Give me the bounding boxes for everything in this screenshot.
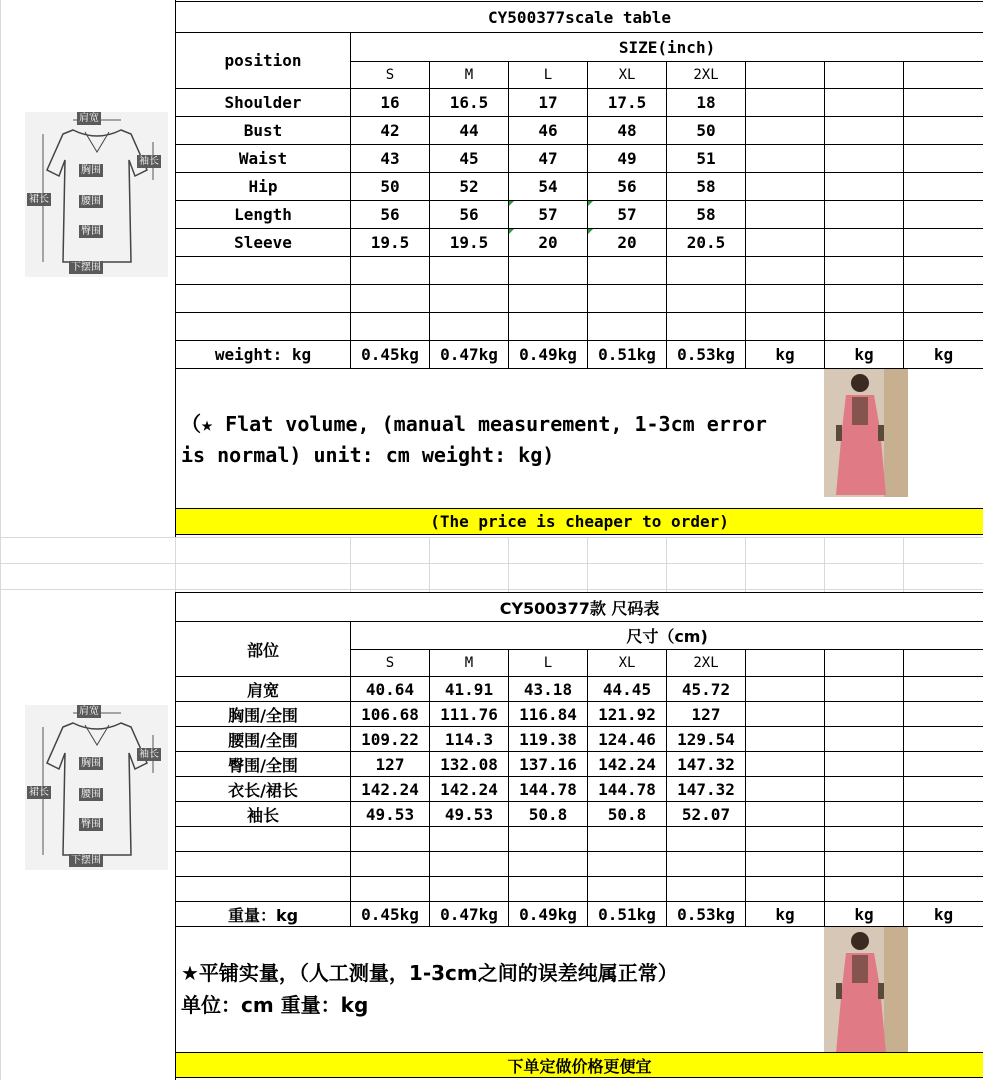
weight-cell: kg bbox=[746, 341, 825, 369]
table-cell: 144.78 bbox=[588, 777, 667, 802]
weight-cell: 0.53kg bbox=[667, 902, 746, 927]
weight-cell: kg bbox=[904, 341, 983, 369]
measurement-note bbox=[181, 957, 821, 1021]
order-banner: 下单定做价格更便宜 bbox=[176, 1053, 983, 1078]
table-cell: 56 bbox=[351, 201, 430, 229]
row-label: Waist bbox=[176, 145, 351, 173]
table-cell: 49.53 bbox=[430, 802, 509, 827]
diagram-label-waist: 腰围 bbox=[81, 196, 101, 207]
empty-row bbox=[176, 313, 983, 341]
table-cell: 44 bbox=[430, 117, 509, 145]
table-row bbox=[176, 677, 983, 702]
table-cell: 46 bbox=[509, 117, 588, 145]
table-cell: 124.46 bbox=[588, 727, 667, 752]
dress-photo bbox=[824, 927, 908, 1053]
garment-diagram-en bbox=[25, 112, 168, 277]
weight-cell: 0.49kg bbox=[509, 341, 588, 369]
row-label: 胸围/全围 bbox=[176, 702, 351, 727]
measurement-note: （★ Flat volume, (manual measurement, 1-3cm error is normal) unit: cm weight: kg) bbox=[181, 412, 767, 467]
weight-cell: kg bbox=[825, 341, 904, 369]
row-label: 衣长/裙长 bbox=[176, 777, 351, 802]
note-line-1: ★平铺实量，（人工测量，1-3cm之间的误差纯属正常） bbox=[181, 961, 678, 985]
table-cell: 147.32 bbox=[667, 777, 746, 802]
table-cell: 121.92 bbox=[588, 702, 667, 727]
size-unit-header: SIZE(inch) bbox=[351, 33, 983, 62]
table-cell: 41.91 bbox=[430, 677, 509, 702]
table-cell: 44.45 bbox=[588, 677, 667, 702]
table-cell: 142.24 bbox=[351, 777, 430, 802]
size-header bbox=[904, 650, 983, 677]
diagram-label-skirt-length: 裙长 bbox=[29, 787, 49, 798]
size-header bbox=[825, 650, 904, 677]
empty-row bbox=[176, 257, 983, 285]
size-header bbox=[746, 650, 825, 677]
table-cell: 16 bbox=[351, 89, 430, 117]
size-header: M bbox=[430, 62, 509, 89]
table-cell: 56 bbox=[588, 173, 667, 201]
diagram-label-hip: 臀围 bbox=[81, 226, 101, 237]
table-cell: 17 bbox=[509, 89, 588, 117]
table-cell: 17.5 bbox=[588, 89, 667, 117]
row-label: 臀围/全围 bbox=[176, 752, 351, 777]
table-cell: 51 bbox=[667, 145, 746, 173]
size-header bbox=[746, 62, 825, 89]
empty-row bbox=[176, 827, 983, 852]
dress-model-icon bbox=[824, 369, 908, 497]
table-cell: 58 bbox=[667, 173, 746, 201]
position-header: 部位 bbox=[176, 622, 351, 677]
row-label: Shoulder bbox=[176, 89, 351, 117]
table-cell: 42 bbox=[351, 117, 430, 145]
row-label: Bust bbox=[176, 117, 351, 145]
size-table-en bbox=[175, 1, 983, 535]
table-cell: 52.07 bbox=[667, 802, 746, 827]
diagram-label-sleeve: 袖长 bbox=[139, 156, 159, 167]
table-cell: 50.8 bbox=[588, 802, 667, 827]
table-cell: 45.72 bbox=[667, 677, 746, 702]
size-header: XL bbox=[588, 650, 667, 677]
table-cell: 142.24 bbox=[588, 752, 667, 777]
table-cell: 45 bbox=[430, 145, 509, 173]
table-cell: 111.76 bbox=[430, 702, 509, 727]
note-cell bbox=[176, 927, 983, 1053]
row-label: 腰围/全围 bbox=[176, 727, 351, 752]
order-banner: (The price is cheaper to order) bbox=[176, 509, 983, 535]
table-cell: 52 bbox=[430, 173, 509, 201]
row-label: 肩宽 bbox=[176, 677, 351, 702]
diagram-label-bust: 胸围 bbox=[81, 165, 101, 176]
table-row bbox=[176, 752, 983, 777]
table-cell: 54 bbox=[509, 173, 588, 201]
note-line-2: 单位：cm 重量：kg bbox=[181, 993, 369, 1017]
weight-row bbox=[176, 341, 983, 369]
dress-photo bbox=[824, 369, 908, 497]
table-cell: 43 bbox=[351, 145, 430, 173]
note-cell bbox=[176, 369, 983, 509]
weight-row bbox=[176, 902, 983, 927]
table-cell: 127 bbox=[667, 702, 746, 727]
table-cell: 48 bbox=[588, 117, 667, 145]
weight-cell: 0.45kg bbox=[351, 341, 430, 369]
table-cell: 19.5 bbox=[430, 229, 509, 257]
table-cell: 119.38 bbox=[509, 727, 588, 752]
diagram-label-bust: 胸围 bbox=[81, 758, 101, 769]
weight-label: weight: kg bbox=[176, 341, 351, 369]
row-label: Sleeve bbox=[176, 229, 351, 257]
table-cell: 20.5 bbox=[667, 229, 746, 257]
table-row bbox=[176, 777, 983, 802]
weight-cell: 0.53kg bbox=[667, 341, 746, 369]
row-label: Hip bbox=[176, 173, 351, 201]
table-cell: 19.5 bbox=[351, 229, 430, 257]
table-cell: 43.18 bbox=[509, 677, 588, 702]
table-row bbox=[176, 201, 983, 229]
table-cell: 56 bbox=[430, 201, 509, 229]
table-cell: 137.16 bbox=[509, 752, 588, 777]
weight-cell: 0.47kg bbox=[430, 341, 509, 369]
table-cell: 50.8 bbox=[509, 802, 588, 827]
diagram-label-hip: 臀围 bbox=[81, 819, 101, 830]
diagram-label-skirt-length: 裙长 bbox=[29, 194, 49, 205]
diagram-label-waist: 腰围 bbox=[81, 789, 101, 800]
diagram-label-shoulder: 肩宽 bbox=[79, 706, 99, 717]
size-header: L bbox=[509, 650, 588, 677]
weight-cell: 0.51kg bbox=[588, 341, 667, 369]
table-cell: 58 bbox=[667, 201, 746, 229]
size-header: M bbox=[430, 650, 509, 677]
table-cell: 127 bbox=[351, 752, 430, 777]
table-row bbox=[176, 702, 983, 727]
table-cell: 50 bbox=[351, 173, 430, 201]
table-row bbox=[176, 89, 983, 117]
diagram-label-sleeve: 袖长 bbox=[139, 749, 159, 760]
table-title: CY500377scale table bbox=[176, 2, 983, 33]
size-header: S bbox=[351, 62, 430, 89]
table-row bbox=[176, 229, 983, 257]
table-cell: 47 bbox=[509, 145, 588, 173]
table-row bbox=[176, 145, 983, 173]
weight-cell: kg bbox=[904, 902, 983, 927]
table-cell: 40.64 bbox=[351, 677, 430, 702]
table-cell: 16.5 bbox=[430, 89, 509, 117]
dress-model-icon bbox=[824, 927, 908, 1053]
table-cell: 57 bbox=[588, 201, 667, 229]
position-header: position bbox=[176, 33, 351, 89]
table-cell: 144.78 bbox=[509, 777, 588, 802]
size-header: L bbox=[509, 62, 588, 89]
size-header bbox=[904, 62, 983, 89]
table-cell: 109.22 bbox=[351, 727, 430, 752]
garment-diagram-cn bbox=[25, 705, 168, 870]
diagram-label-hem: 下摆围 bbox=[71, 855, 101, 866]
weight-cell: 0.45kg bbox=[351, 902, 430, 927]
weight-cell: kg bbox=[746, 902, 825, 927]
size-unit-header: 尺寸（cm) bbox=[351, 622, 983, 650]
empty-row bbox=[176, 877, 983, 902]
table-cell: 18 bbox=[667, 89, 746, 117]
table-cell: 49.53 bbox=[351, 802, 430, 827]
empty-row bbox=[176, 285, 983, 313]
empty-row bbox=[176, 852, 983, 877]
size-header: S bbox=[351, 650, 430, 677]
table-title: CY500377款 尺码表 bbox=[176, 593, 983, 622]
table-row bbox=[176, 173, 983, 201]
weight-cell: 0.51kg bbox=[588, 902, 667, 927]
table-row bbox=[176, 117, 983, 145]
size-table-cn bbox=[175, 592, 983, 1078]
weight-cell: kg bbox=[825, 902, 904, 927]
row-label: Length bbox=[176, 201, 351, 229]
weight-cell: 0.49kg bbox=[509, 902, 588, 927]
table-cell: 57 bbox=[509, 201, 588, 229]
size-header: 2XL bbox=[667, 62, 746, 89]
table-cell: 20 bbox=[509, 229, 588, 257]
table-cell: 114.3 bbox=[430, 727, 509, 752]
diagram-label-shoulder: 肩宽 bbox=[79, 113, 99, 124]
weight-cell: 0.47kg bbox=[430, 902, 509, 927]
table-cell: 49 bbox=[588, 145, 667, 173]
diagram-label-hem: 下摆围 bbox=[71, 262, 101, 273]
table-cell: 20 bbox=[588, 229, 667, 257]
table-cell: 129.54 bbox=[667, 727, 746, 752]
table-cell: 116.84 bbox=[509, 702, 588, 727]
row-label: 袖长 bbox=[176, 802, 351, 827]
table-row bbox=[176, 727, 983, 752]
table-row bbox=[176, 802, 983, 827]
table-cell: 50 bbox=[667, 117, 746, 145]
table-cell: 132.08 bbox=[430, 752, 509, 777]
size-header bbox=[825, 62, 904, 89]
table-cell: 147.32 bbox=[667, 752, 746, 777]
weight-label: 重量：kg bbox=[176, 902, 351, 927]
table-cell: 106.68 bbox=[351, 702, 430, 727]
table-cell: 142.24 bbox=[430, 777, 509, 802]
size-header: XL bbox=[588, 62, 667, 89]
size-header: 2XL bbox=[667, 650, 746, 677]
